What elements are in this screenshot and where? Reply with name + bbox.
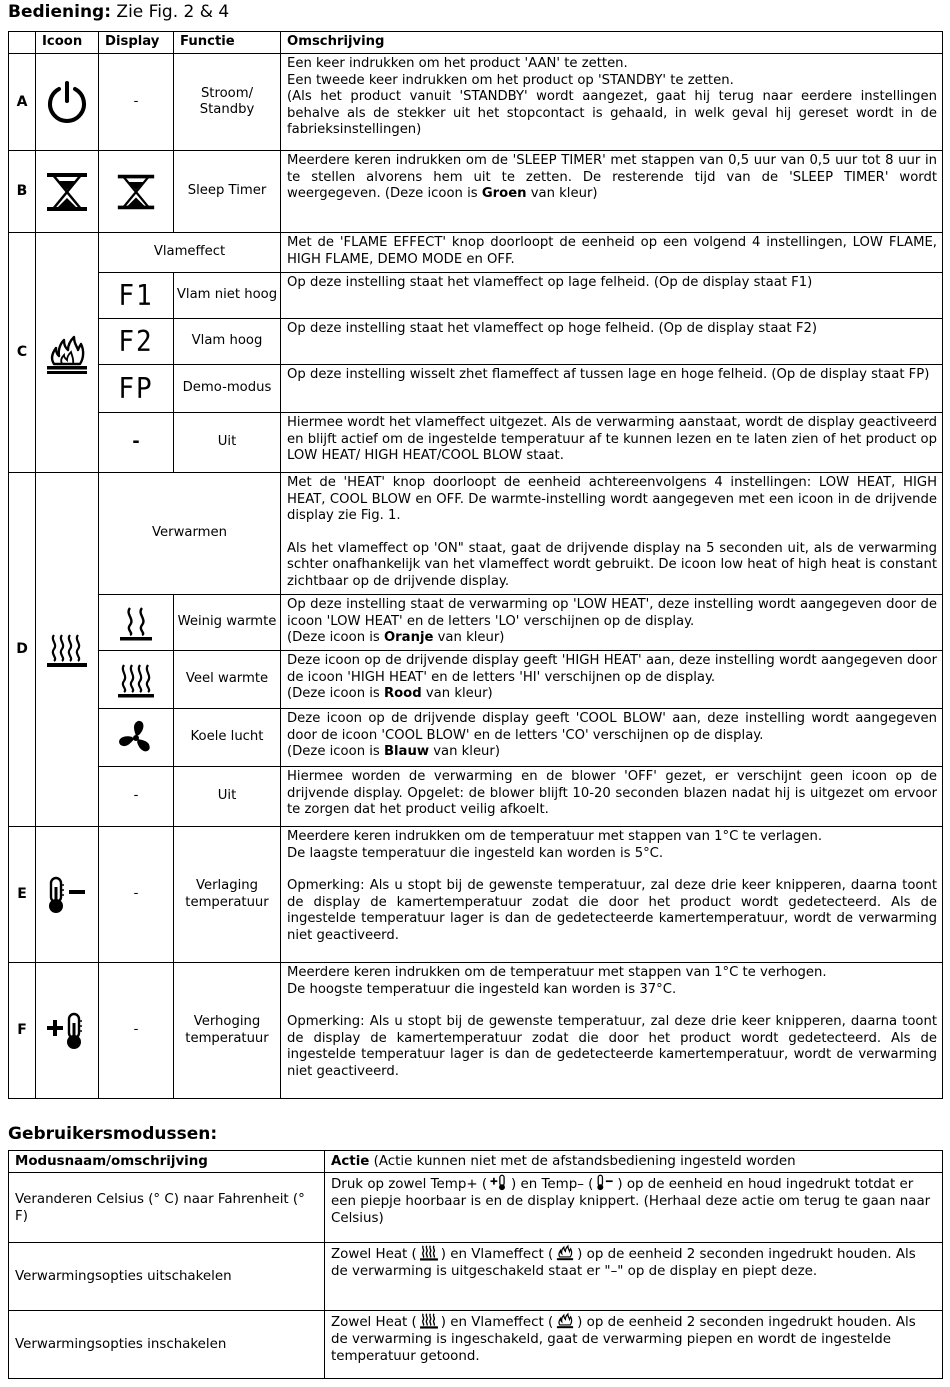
description-f: Meerdere keren indrukken om de temperatuur met stappen van 1°C te verhogen. De hoogste temperatuur die ingesteld kan worden is 37°C. Opmerking: Als u stopt bij de gewenste temperatuur, zal deze drie keer knipperen, daarna toont de display de kamertemperatuur zodat die door het product wordt gedetecteerd. Als de ingestelde temperatuur lager is dan de gedetecteerde kamertemperatuur, wordt de verwarming niet geactiveerd. [281,963,943,1099]
mode-action-heating-off: Zowel Heat ( ) en Vlameffect ( ) op de eenheid 2 seconden ingedrukt houden. Als de verwarming is uitgeschakeld staat er "–" op de display en piept deze. [325,1243,943,1311]
display-heat-off: - [99,767,174,827]
flame-inline-icon [555,1244,575,1261]
display-value-f: - [99,963,174,1099]
low-heat-icon [99,595,174,651]
header-mode-name: Modusnaam/omschrijving [9,1151,325,1173]
header-function: Functie [174,32,281,54]
fan-icon [99,709,174,767]
function-demo-mode: Demo-modus [174,365,281,413]
hourglass-icon [36,151,99,233]
display-flame-off: - [99,413,174,473]
display-value-a: - [99,54,174,151]
description-d-cool: Deze icoon op de drijvende display geeft 'COOL BLOW' aan, deze instelling wordt aangegeven door de icoon 'COOL BLOW' en de letters 'CO' verschijnen op de display. (Deze icoon is Blauw van kleur) [281,709,943,767]
function-high-heat: Veel warmte [174,651,281,709]
description-c-fp: Op deze instelling wisselt zhet flameffect af tussen lage en hoge felheid. (Op de display staat FP) [281,365,943,413]
mode-action-heating-on: Zowel Heat ( ) en Vlameffect ( ) op de eenheid 2 seconden ingedrukt houden. Als de verwarming is ingeschakeld, gaat de verwarming piepen en wordt de ingestelde temperatuur getoond. [325,1311,943,1379]
function-sleep-timer: Sleep Timer [174,151,281,233]
description-a: Een keer indrukken om het product 'AAN' te zetten. Een tweede keer indrukken om het product op 'STANDBY' te zetten. (Als het product vanuit 'STANDBY' wordt aangezet, gaat hij terug naar eerdere instellingen behalve als de stekker uit het stopcontact is gehaald, in welk geval hij gereset wordt in de fabrieksinstellingen) [281,54,943,151]
description-d-main: Met de 'HEAT' knop doorloopt de eenheid achtereenvolgens 4 instellingen: LOW HEAT, HIGH HEAT, COOL BLOW en OFF. De warmte-instelling wordt aangegeven met een icoon in de drijvende display zie Fig. 1. Als het vlameffect op 'ON" staat, gaat de drijvende display na 5 seconden uit, als de verwarming schter onafhankelijk van het vlameffect wordt gebruikt. De icoon low heat of high heat is constant zichtbaar op de drijvende display. [281,473,943,595]
function-flame-high: Vlam hoog [174,319,281,365]
function-heat-off: Uit [174,767,281,827]
function-heating: Verwarmen [99,473,281,595]
function-flame-off: Uit [174,413,281,473]
high-heat-icon [99,651,174,709]
header-icon: Icoon [36,32,99,54]
header-blank [9,32,36,54]
header-display: Display [99,32,174,54]
description-c-f2: Op deze instelling staat het vlameffect op hoge felheid. (Op de display staat F2) [281,319,943,365]
heat-inline-icon [419,1244,439,1261]
mode-name-heating-on: Verwarmingsopties inschakelen [9,1311,325,1379]
row-letter-c: C [9,233,36,473]
header-description: Omschrijving [281,32,943,54]
row-letter-e: E [9,827,36,963]
row-letter-f: F [9,963,36,1099]
description-d-off: Hiermee worden de verwarming en de blower 'OFF' gezet, er verschijnt geen icoon op de drijvende display. Opgelet: de blower blijft 10-20 seconden blazen nadat hij is uitgezet om ervoor te zorgen dat het product veilig afkoelt. [281,767,943,827]
description-e: Meerdere keren indrukken om de temperatuur met stappen van 1°C te verlagen. De laagste temperatuur die ingesteld kan worden is 5°C. Opmerking: Als u stopt bij de gewenste temperatuur, zal deze drie keer knipperen, daarna toont de display de kamertemperatuur zodat die door het product wordt gedetecteerd. Als de ingestelde temperatuur lager is dan de gedetecteerde kamertemperatuur, wordt de verwarming niet geactiveerd. [281,827,943,963]
description-b: Meerdere keren indrukken om de 'SLEEP TIMER' met stappen van 0,5 uur van 0,5 uur tot 8 uur in te stellen alvorens hem uit te zetten. De resterende tijd van de 'SLEEP TIMER' wordt weergegeven. (Deze icoon is Groen van kleur) [281,151,943,233]
row-letter-d: D [9,473,36,827]
function-flame-low: Vlam niet hoog [174,273,281,319]
user-modes-table [8,1150,943,1379]
description-c-off: Hiermee wordt het vlameffect uitgezet. Als de verwarming aanstaat, wordt de display geactiveerd en blijft actief om de ingestelde temperatuur af te kunnen lezen en te laten zien of het product op LOW HEAT/ HIGH HEAT/COOL BLOW staat. [281,413,943,473]
function-power-standby: Stroom/ Standby [174,54,281,151]
section-title-user-modes: Gebruikersmodussen: [8,1124,218,1144]
display-fp: FP [99,362,174,415]
heat-icon [36,473,99,827]
temp-up-inline-icon [489,1174,509,1191]
flame-inline-icon [555,1312,575,1329]
display-value-e: - [99,827,174,963]
mode-name-celsius-fahrenheit: Veranderen Celsius (° C) naar Fahrenheit (° F) [9,1173,325,1243]
function-temp-down: Verlaging temperatuur [174,827,281,963]
description-d-high: Deze icoon op de drijvende display geeft 'HIGH HEAT' aan, deze instelling wordt aangegeven door de icoon 'HIGH HEAT' en de letters 'HI' verschijnen op de display. (Deze icoon is Rood van kleur) [281,651,943,709]
function-flame-effect: Vlameffect [99,233,281,273]
display-f1: F1 [99,270,174,321]
power-icon [36,54,99,151]
mode-name-heating-off: Verwarmingsopties uitschakelen [9,1243,325,1311]
temp-down-icon [36,827,99,963]
function-cool-blow: Koele lucht [174,709,281,767]
hourglass-display-icon [99,151,174,233]
flame-icon [36,233,99,473]
section-title-bediening: Bediening: Zie Fig. 2 & 4 [8,2,230,22]
heat-inline-icon [419,1312,439,1329]
temp-up-icon [36,963,99,1099]
header-action: Actie (Actie kunnen niet met de afstandsbediening ingesteld worden [325,1151,943,1173]
display-f2: F2 [99,316,174,367]
function-low-heat: Weinig warmte [174,595,281,651]
temp-down-inline-icon [595,1174,615,1191]
description-c-main: Met de 'FLAME EFFECT' knop doorloopt de eenheid op een volgend 4 instellingen, LOW FLAME, HIGH FLAME, DEMO MODE en OFF. [281,233,943,273]
description-d-low: Op deze instelling staat de verwarming op 'LOW HEAT', deze instelling wordt aangegeven door de icoon 'LOW HEAT' en de letters 'LO' verschijnen op de display. (Deze icoon is Oranje van kleur) [281,595,943,651]
controls-table [8,31,943,1099]
mode-action-celsius-fahrenheit: Druk op zowel Temp+ ( ) en Temp– ( ) op de eenheid en houd ingedrukt totdat er een piepje hoorbaar is en de display knippert. (Herhaal deze actie om terug te gaan naar Celsius) [325,1173,943,1243]
description-c-f1: Op deze instelling staat het vlameffect op lage felheid. (Op de display staat F1) [281,273,943,319]
row-letter-a: A [9,54,36,151]
function-temp-up: Verhoging temperatuur [174,963,281,1099]
row-letter-b: B [9,151,36,233]
